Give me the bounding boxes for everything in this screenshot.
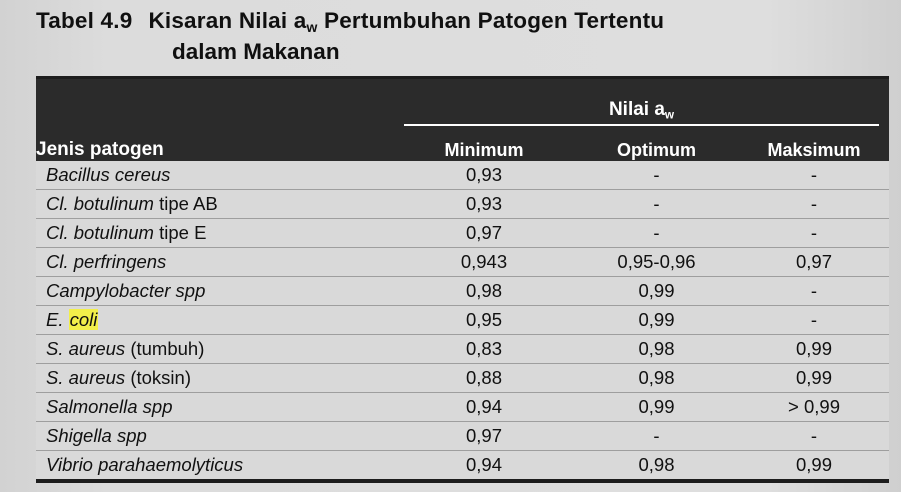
patogen-name: E. — [46, 308, 69, 330]
cell-patogen — [36, 335, 394, 364]
cell-maksimum: 0,97 — [739, 248, 889, 277]
cell-minimum: 0,97 — [394, 219, 574, 248]
patogen-name: Bacillus cereus — [46, 163, 171, 185]
header-row — [36, 79, 889, 132]
cell-patogen — [36, 219, 394, 248]
cell-patogen — [36, 190, 394, 219]
table-row — [36, 364, 889, 393]
patogen-name: S. aureus — [46, 366, 126, 388]
group-header-text: Nilai a — [608, 99, 665, 121]
title-text-post: Pertumbuhan Patogen Tertentu — [317, 8, 665, 33]
cell-patogen — [36, 306, 394, 335]
patogen-name: S. aureus — [46, 337, 126, 359]
patogen-name: Cl. botulinum — [46, 192, 154, 214]
cell-patogen — [36, 248, 394, 277]
patogen-name: Salmonella spp — [46, 395, 173, 417]
table-title — [148, 8, 664, 35]
patogen-name: Cl. perfringens — [46, 250, 167, 272]
table-row — [36, 451, 889, 480]
cell-maksimum: - — [739, 277, 889, 306]
patogen-qualifier: (tumbuh) — [125, 337, 205, 359]
caption-line-2: dalam Makanan — [172, 38, 340, 64]
cell-maksimum: - — [739, 219, 889, 248]
table-row — [36, 161, 889, 190]
column-header-optimum: Optimum — [574, 132, 739, 161]
cell-maksimum: - — [739, 190, 889, 219]
table-row — [36, 335, 889, 364]
cell-minimum: 0,95 — [394, 306, 574, 335]
column-header-maksimum: Maksimum — [739, 132, 889, 161]
table-bottom-rule — [36, 479, 889, 483]
aw-table-wrapper — [36, 76, 889, 483]
table-row — [36, 248, 889, 277]
patogen-name-highlighted: coli — [69, 308, 98, 330]
cell-minimum: 0,98 — [394, 277, 574, 306]
table-caption — [36, 8, 876, 65]
table-row — [36, 277, 889, 306]
cell-optimum: 0,98 — [574, 364, 739, 393]
patogen-name: Vibrio parahaemolyticus — [46, 453, 244, 475]
patogen-qualifier: tipe AB — [153, 192, 218, 214]
cell-minimum: 0,97 — [394, 422, 574, 451]
cell-patogen — [36, 393, 394, 422]
cell-optimum: 0,99 — [574, 306, 739, 335]
table-row — [36, 306, 889, 335]
cell-maksimum: - — [739, 306, 889, 335]
cell-optimum: - — [574, 219, 739, 248]
cell-minimum: 0,93 — [394, 190, 574, 219]
table-row — [36, 219, 889, 248]
cell-patogen — [36, 451, 394, 480]
patogen-name: Shigella spp — [46, 424, 147, 446]
title-text-pre: Kisaran Nilai a — [148, 8, 307, 33]
cell-minimum: 0,943 — [394, 248, 574, 277]
cell-minimum: 0,94 — [394, 451, 574, 480]
caption-line-1 — [36, 8, 876, 35]
group-header-nilai-aw — [394, 79, 889, 132]
aw-table — [36, 79, 889, 479]
table-header — [36, 79, 889, 161]
cell-maksimum: - — [739, 422, 889, 451]
cell-optimum: - — [574, 190, 739, 219]
group-header-rule — [404, 124, 879, 126]
patogen-qualifier: tipe E — [153, 221, 207, 243]
patogen-name: Campylobacter spp — [46, 279, 206, 301]
cell-minimum: 0,88 — [394, 364, 574, 393]
table-number: Tabel 4.9 — [36, 8, 133, 33]
cell-optimum: 0,99 — [574, 393, 739, 422]
cell-optimum: 0,99 — [574, 277, 739, 306]
cell-minimum: 0,94 — [394, 393, 574, 422]
title-subscript: w — [306, 18, 318, 35]
cell-maksimum: 0,99 — [739, 364, 889, 393]
group-header-subscript: w — [664, 108, 675, 122]
table-body — [36, 161, 889, 479]
cell-patogen — [36, 277, 394, 306]
column-header-patogen: Jenis patogen — [36, 79, 394, 161]
cell-maksimum: > 0,99 — [739, 393, 889, 422]
cell-patogen — [36, 161, 394, 190]
cell-optimum: 0,98 — [574, 451, 739, 480]
cell-optimum: - — [574, 161, 739, 190]
column-header-minimum: Minimum — [394, 132, 574, 161]
cell-maksimum: - — [739, 161, 889, 190]
patogen-name: Cl. botulinum — [46, 221, 154, 243]
cell-minimum: 0,83 — [394, 335, 574, 364]
table-row — [36, 393, 889, 422]
patogen-qualifier: (toksin) — [125, 366, 191, 388]
group-header-label — [394, 93, 889, 124]
cell-maksimum: 0,99 — [739, 451, 889, 480]
cell-optimum: 0,98 — [574, 335, 739, 364]
table-row — [36, 190, 889, 219]
cell-patogen — [36, 364, 394, 393]
cell-maksimum: 0,99 — [739, 335, 889, 364]
cell-patogen — [36, 422, 394, 451]
table-row — [36, 422, 889, 451]
cell-minimum: 0,93 — [394, 161, 574, 190]
cell-optimum: 0,95-0,96 — [574, 248, 739, 277]
cell-optimum: - — [574, 422, 739, 451]
